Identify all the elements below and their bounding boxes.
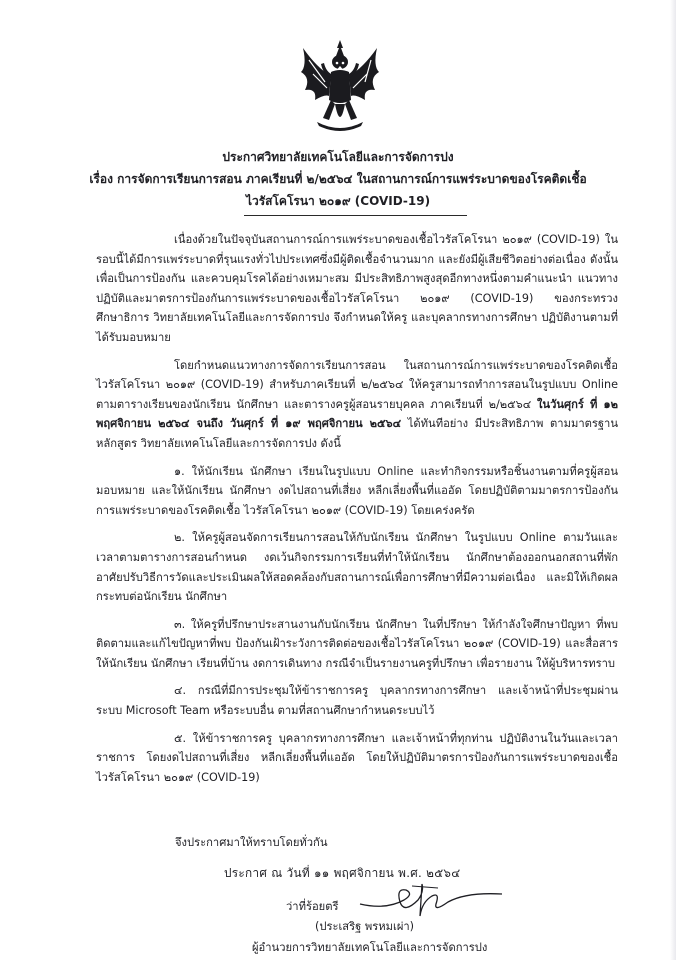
list-item-1: ๑. ให้นักเรียน นักศึกษา เรียนในรูปแบบ Online และทำกิจกรรมหรือชิ้นงานตามที่ครูผู้สอน มอบหมาย และให้นักเรียน นักศึกษา งดไปสถานที่เสี่ยง หลีกเลี่ยงพื้นที่แออัด โดยปฏิบัติตามมาตรการป้องกัน การแพร่ระบาดของโรคติดเชื้อ ไวรัสโคโรนา ๒๐๑๙ (COVID-19) โดยเคร่งครัด	[96, 464, 618, 517]
list-item-2: ๒. ให้ครูผู้สอนจัดการเรียนการสอนให้กับนักเรียน นักศึกษา ในรูปแบบ Online ตามวันและ เวลาตามตารางการสอนกำหนด งดเว้นกิจกรรมการเรียนที่ทำให้นักเรียน นักศึกษาต้องออกนอกสถานที่พัก อาศัยปรับวิธีการวัดและประเมินผลให้สอดคล้องกับสถานการณ์เพื่อการศึกษาที่มีความต่อเนื่อง และมิให้เกิดผล กระทบต่อนักเรียน นักศึกษา	[96, 531, 618, 604]
garuda-emblem-icon	[295, 38, 385, 134]
document-body	[96, 230, 618, 787]
guideline-text-end: ได้ทันทีอย่าง มีประสิทธิภาพ ตามมาตรฐานหลักสูตร วิทยาลัยเทคโนโลยีและการจัดการปง ดังนี้	[96, 417, 618, 450]
handwritten-signature	[356, 880, 506, 920]
header-divider	[244, 215, 467, 216]
header-subject-cont: ไวรัสโคโรนา ๒๐๑๙ (COVID-19)	[245, 194, 431, 208]
guideline-text-start: โดยกำหนดแนวทางการจัดการเรียนการสอน ในสถานการณ์การแพร่ระบาดของโรคติดเชื้อ ไวรัสโคโรนา ๒๐๑๙ (COVID-19) สำหรับภาคเรียนที่ ๒/๒๕๖๔ ให้ครูสามารถทำการสอนในรูปแบบ Online ตามตารางเรียนของนักเรียน นักศึกษา และตารางครูผู้สอนรายบุคคล ภาคเรียนที่ ๒/๒๕๖๔	[96, 358, 618, 411]
signatory-name: (ประเสริฐ พรหมเผ่า)	[315, 920, 415, 933]
announcement-date: ประกาศ ณ วันที่ ๑๑ พฤศจิกายน พ.ศ. ๒๕๖๔	[224, 866, 461, 880]
header-issuer: ประกาศวิทยาลัยเทคโนโลยีและการจัดการปง	[222, 150, 454, 164]
scan-edge-shadow	[670, 0, 676, 960]
guideline-date-range: ในวันศุกร์ ที่ ๑๒ พฤศจิกายน ๒๕๖๔ จนถึง วันศุกร์ ที่ ๑๙ พฤศจิกายน ๒๕๖๔	[96, 397, 618, 431]
list-item-3: ๓. ให้ครูที่ปรึกษาประสานงานกับนักเรียน นักศึกษา ในที่ปรึกษา ให้กำลังใจศึกษาปัญหา ที่พบติดตามและแก้ไขปัญหาที่พบ ป้องกันเฝ้าระวังการติดต่อของเชื้อไวรัสโคโรนา ๒๐๑๙ (COVID-19) และสื่อสารให้นักเรียน นักศึกษา เรียนที่บ้าน งดการเดินทาง กรณีจำเป็นรายงานครูที่ปรึกษา เพื่อรายงาน ให้ผู้บริหารทราบ	[96, 617, 618, 670]
signatory-rank: ว่าที่ร้อยตรี	[286, 900, 339, 913]
document-header	[0, 146, 676, 212]
signatory-title: ผู้อำนวยการวิทยาลัยเทคโนโลยีและการจัดการปง	[252, 941, 488, 954]
list-item-5: ๕. ให้ข้าราชการครู บุคลากรทางการศึกษา และเจ้าหน้าที่ทุกท่าน ปฏิบัติงานในวันและเวลา ราชการ โดยงดไปสถานที่เสี่ยง หลีกเลี่ยงพื้นที่แออัด โดยให้ปฏิบัติมาตรการป้องกันการแพร่ระบาดของเชื้อ ไวรัสโคโรนา ๒๐๑๙ (COVID-19)	[96, 731, 618, 784]
closing-statement: จึงประกาศมาให้ทราบโดยทั่วกัน	[175, 836, 328, 849]
list-item-4: ๔. กรณีที่มีการประชุมให้ข้าราชการครู บุคลากรทางการศึกษา และเจ้าหน้าที่ประชุมผ่าน ระบบ Microsoft Team หรือระบบอื่น ตามที่สถานศึกษากำหนดระบบไว้	[96, 684, 618, 718]
paragraph-intro: เนื่องด้วยในปัจจุบันสถานการณ์การแพร่ระบาดของเชื้อไวรัสโคโรนา ๒๐๑๙ (COVID-19) ในรอบนี้ได้มีการแพร่ระบาดที่รุนแรงทั่วไปประเทศซึ่งมีผู้ติดเชื้อจำนวนมาก และยังมีผู้เสียชีวิตอย่างต่อเนื่อง ดังนั้น เพื่อเป็นการป้องกัน และควบคุมโรคได้อย่างเหมาะสม มีประสิทธิภาพสูงสุดอีกทางหนึ่งตามคำแนะนำ แนวทางปฏิบัติและมาตรการป้องกันการแพร่ระบาดของเชื้อไวรัสโคโรนา ๒๐๑๙ (COVID-19) ของกระทรวงศึกษาธิการ วิทยาลัยเทคโนโลยีและการจัดการปง จึงกำหนดให้ครู และบุคลากรทางการศึกษา ปฏิบัติงานตามที่ได้รับมอบหมาย	[96, 233, 618, 344]
paragraph-guideline	[96, 356, 618, 454]
header-subject: เรื่อง การจัดการเรียนการสอน ภาคเรียนที่ ๒/๒๕๖๔ ในสถานการณ์การแพร่ระบาดของโรคติดเชื้อ	[89, 172, 587, 186]
